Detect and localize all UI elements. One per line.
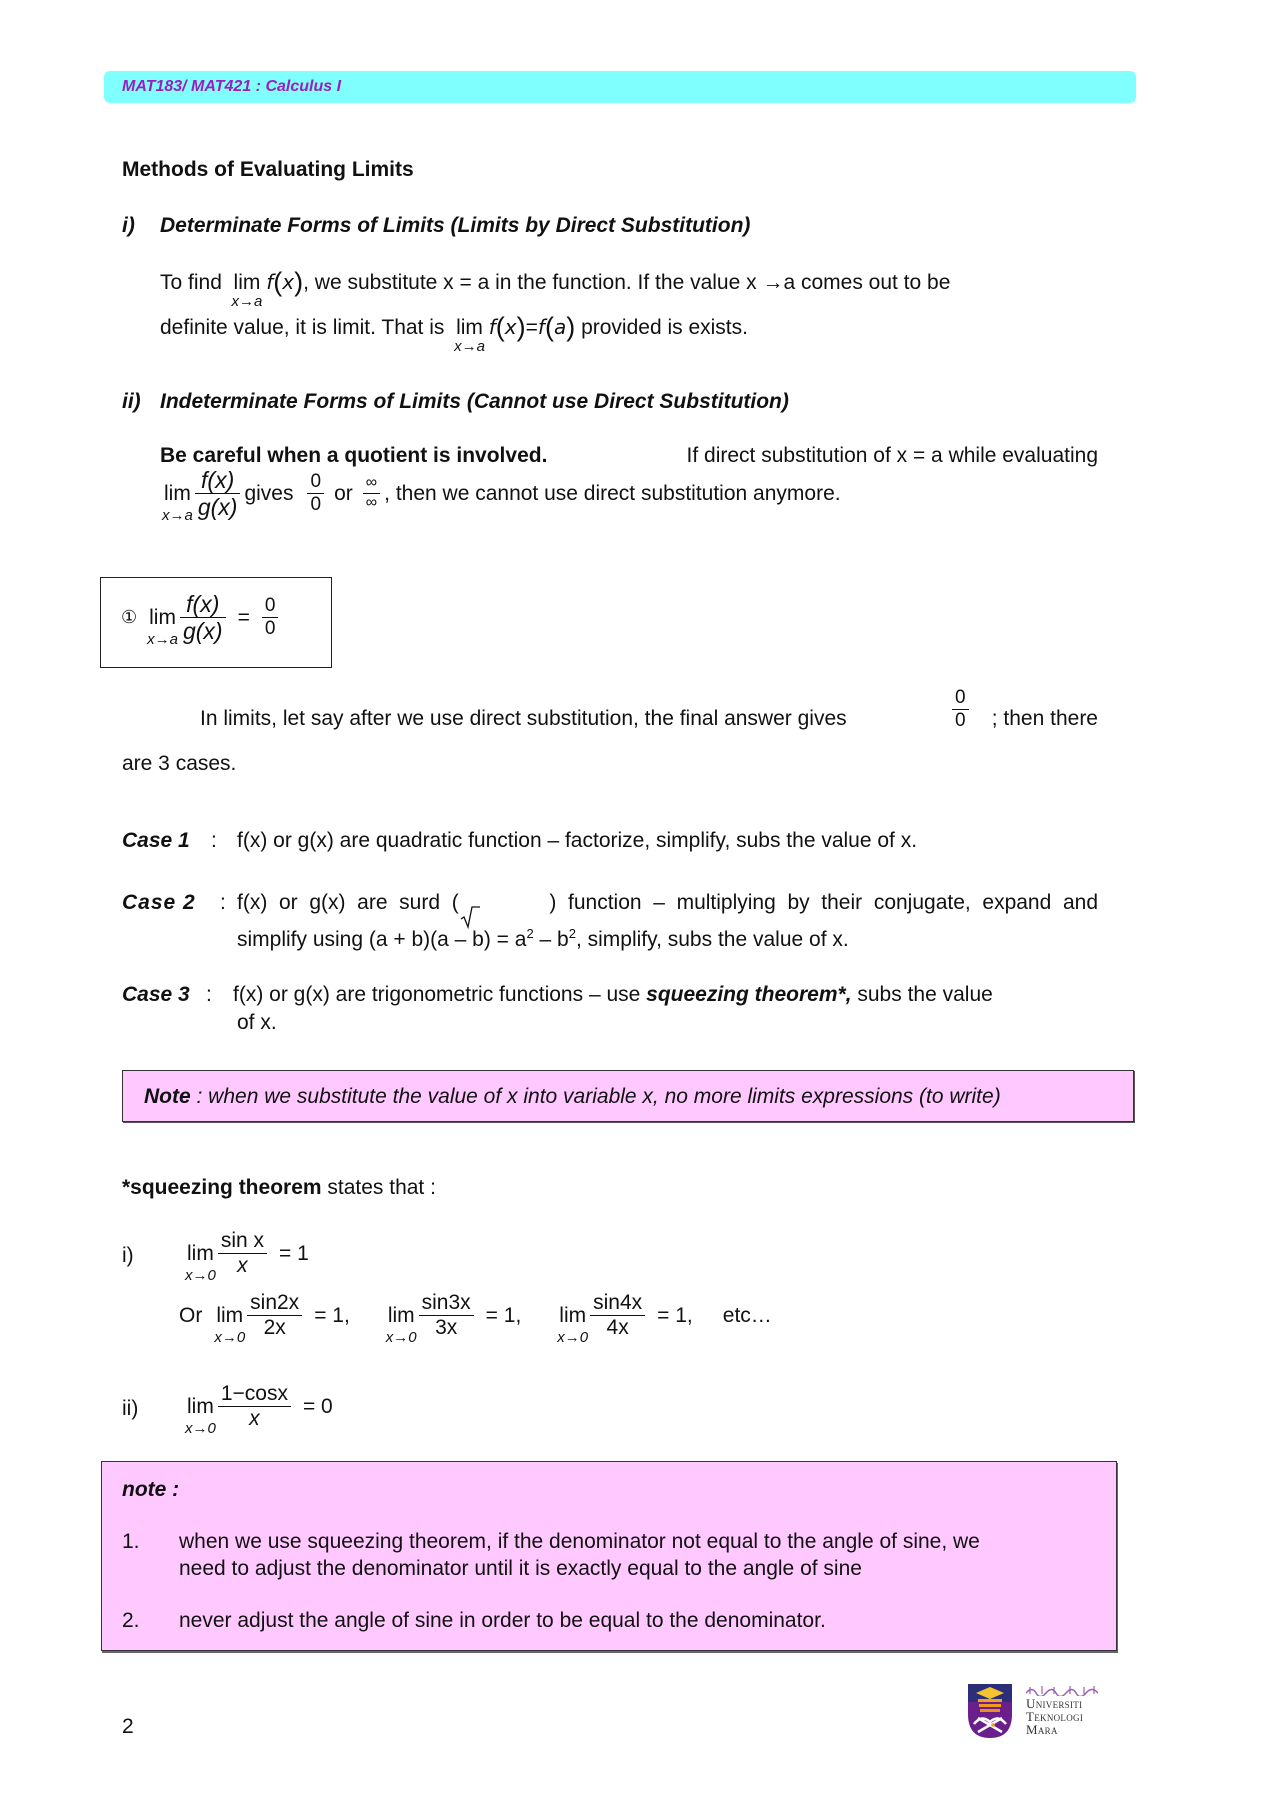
denominator: g(x) bbox=[182, 618, 223, 645]
note-item-1-line-1: when we use squeezing theorem, if the denominator not equal to the angle of sine, we bbox=[179, 1530, 980, 1553]
text: , simplify, subs the value of x. bbox=[575, 928, 849, 951]
note-box bbox=[122, 1070, 1134, 1122]
gives-text: gives bbox=[244, 481, 294, 505]
indeterminate-zero-over-zero-box bbox=[100, 577, 332, 668]
section-1-heading: Determinate Forms of Limits (Limits by Direct Substitution) bbox=[160, 214, 751, 237]
lim-operator bbox=[231, 271, 263, 310]
case-3-colon: : bbox=[206, 983, 212, 1006]
lim-operator bbox=[147, 605, 178, 648]
denominator: 3x bbox=[435, 1316, 458, 1340]
paren: ( bbox=[495, 312, 505, 342]
note-label: note : bbox=[122, 1478, 180, 1501]
numerator: sin x bbox=[220, 1229, 265, 1252]
note-item-1-line-2: need to adjust the denominator until it is exactly equal to the angle of sine bbox=[179, 1557, 862, 1580]
variable-x: x bbox=[282, 270, 295, 294]
denominator: 0 bbox=[264, 618, 276, 640]
lim-subscript: x→a bbox=[454, 338, 485, 355]
squeezing-theorem-emphasis: squeezing theorem*, bbox=[646, 983, 852, 1006]
lim-operator bbox=[385, 1303, 417, 1346]
section-1-number: i) bbox=[122, 214, 135, 237]
lim-subscript: x→0 bbox=[184, 1266, 216, 1284]
fraction-sinx-x bbox=[218, 1230, 267, 1277]
text: simplify using (a + b)(a – b) = a bbox=[237, 928, 527, 951]
fraction-sin4x-4x bbox=[590, 1292, 645, 1339]
paren: ( bbox=[273, 267, 283, 297]
squeezing-note-box bbox=[101, 1461, 1117, 1651]
note-text: : when we substitute the value of x into variable x, no more limits expressions (to write) bbox=[190, 1085, 1001, 1108]
text: provided is exists. bbox=[581, 316, 748, 339]
course-title: MAT183/ MAT421 : Calculus I bbox=[122, 78, 342, 95]
squeezing-theorem-intro bbox=[122, 1177, 436, 1198]
text: – b bbox=[533, 928, 569, 951]
page-number: 2 bbox=[122, 1715, 134, 1738]
numerator: 0 bbox=[955, 687, 966, 708]
fraction-sin3x-3x bbox=[419, 1292, 474, 1339]
lim-operator bbox=[184, 1241, 216, 1284]
numerator: 0 bbox=[310, 471, 322, 493]
section-2-line-1 bbox=[160, 445, 1098, 466]
numerator: f(x) bbox=[186, 591, 220, 617]
fraction-1-cosx-x bbox=[218, 1383, 291, 1430]
circled-one-marker: ① bbox=[121, 607, 138, 629]
lim-subscript: x→0 bbox=[214, 1328, 246, 1346]
denominator: 0 bbox=[955, 709, 966, 731]
lim-subscript: x→a bbox=[147, 630, 178, 648]
logo-word: Universiti bbox=[1026, 1696, 1083, 1711]
logo-word: Teknologi bbox=[1026, 1709, 1084, 1724]
case-2-line-1 bbox=[237, 892, 1098, 913]
denominator: g(x) bbox=[197, 494, 238, 521]
text: subs the value bbox=[851, 983, 993, 1006]
numerator: 1−cosx bbox=[220, 1382, 288, 1405]
text: f(x) or g(x) are trigonometric functions – use bbox=[233, 983, 647, 1006]
logo-word: Mara bbox=[1026, 1722, 1058, 1737]
lim-operator bbox=[161, 481, 193, 524]
section-1-line-2 bbox=[160, 312, 748, 355]
lim-word: lim bbox=[456, 316, 483, 339]
fraction-sin2x-2x bbox=[247, 1292, 302, 1339]
denominator: 2x bbox=[263, 1316, 286, 1340]
function-f: f bbox=[488, 315, 496, 339]
note-item-1-number: 1. bbox=[122, 1530, 140, 1553]
superscript: 2 bbox=[526, 926, 534, 941]
case-2-line-2 bbox=[237, 927, 849, 950]
rhs: = 1, bbox=[485, 1303, 522, 1327]
lim-subscript: x→0 bbox=[184, 1419, 216, 1437]
lim-subscript: x→a bbox=[161, 506, 193, 524]
case-2-label: Case 2 bbox=[122, 891, 196, 914]
denominator: 0 bbox=[310, 494, 322, 516]
fraction-fx-gx bbox=[180, 592, 226, 643]
squeeze-item-2-number: ii) bbox=[122, 1397, 139, 1420]
lim-word: lim bbox=[164, 481, 191, 505]
or-text: Or bbox=[179, 1303, 203, 1327]
note-label: Note bbox=[144, 1085, 191, 1108]
box-formula bbox=[121, 591, 282, 648]
lim-operator bbox=[184, 1394, 216, 1437]
fraction-zero-zero bbox=[307, 472, 324, 515]
course-header-bar bbox=[104, 71, 1136, 103]
case-1-label: Case 1 bbox=[122, 829, 190, 852]
paren: ) bbox=[516, 312, 526, 342]
fraction-zero-zero bbox=[262, 596, 279, 639]
note-item-2-line-1: never adjust the angle of sine in order to be equal to the denominator. bbox=[179, 1609, 826, 1632]
lim-word: lim bbox=[559, 1303, 587, 1327]
lim-word: lim bbox=[216, 1303, 244, 1327]
denominator: x bbox=[237, 1254, 248, 1278]
bold-text: *squeezing theorem bbox=[122, 1176, 322, 1199]
denominator: x bbox=[249, 1407, 260, 1431]
crest-icon bbox=[968, 1684, 1012, 1738]
function-f: f bbox=[537, 315, 545, 339]
rhs: = 1, bbox=[657, 1303, 693, 1327]
text: ) function – multiplying by their conjugate, expand and bbox=[549, 891, 1098, 914]
university-name bbox=[1026, 1697, 1083, 1736]
numerator: 0 bbox=[264, 595, 276, 617]
uitm-logo bbox=[968, 1683, 1100, 1745]
squeeze-item-2-formula bbox=[184, 1382, 333, 1437]
case-3-line-1 bbox=[233, 984, 1098, 1005]
squeeze-item-1-formula bbox=[184, 1229, 309, 1284]
fraction-zero-zero bbox=[952, 688, 969, 731]
rhs: = 1 bbox=[279, 1241, 309, 1265]
rhs: = 1, bbox=[314, 1303, 350, 1327]
fraction-inf-inf bbox=[363, 475, 380, 512]
case-3-label: Case 3 bbox=[122, 983, 190, 1006]
text: f(x) or g(x) are surd ( bbox=[237, 891, 459, 914]
lim-word: lim bbox=[187, 1241, 214, 1265]
section-2-line-2 bbox=[161, 467, 841, 524]
lim-word: lim bbox=[187, 1394, 214, 1418]
lim-operator bbox=[454, 316, 485, 355]
page-title: Methods of Evaluating Limits bbox=[122, 158, 414, 181]
numerator: sin3x bbox=[421, 1291, 471, 1314]
text: , then we cannot use direct substitution anymore. bbox=[384, 481, 841, 505]
text: , we substitute x = a in the function. If the value x →a comes out to be bbox=[303, 271, 951, 294]
case-2-colon: : bbox=[220, 891, 226, 914]
section-2-heading: Indeterminate Forms of Limits (Cannot use Direct Substitution) bbox=[160, 390, 789, 413]
equals: = bbox=[525, 316, 538, 339]
equals: = bbox=[237, 605, 250, 629]
numerator: sin4x bbox=[593, 1291, 643, 1314]
lim-operator bbox=[214, 1303, 246, 1346]
superscript: 2 bbox=[568, 926, 576, 941]
rhs: = 0 bbox=[302, 1394, 333, 1418]
squeeze-item-1-variants bbox=[179, 1291, 772, 1346]
text: states that : bbox=[321, 1176, 436, 1199]
section-2-number: ii) bbox=[122, 390, 141, 413]
note-content bbox=[144, 1086, 1001, 1107]
text: If direct substitution of x = a while evaluating bbox=[686, 444, 1098, 467]
case-3-line-2: of x. bbox=[237, 1011, 277, 1034]
lim-operator bbox=[557, 1303, 589, 1346]
lim-word: lim bbox=[233, 271, 261, 294]
arabic-script-logotype bbox=[1026, 1684, 1098, 1696]
text: definite value, it is limit. That is bbox=[160, 316, 445, 339]
lim-subscript: x→a bbox=[231, 293, 263, 310]
lim-subscript: x→0 bbox=[557, 1328, 589, 1346]
paren: ) bbox=[294, 267, 304, 297]
text: To find bbox=[160, 271, 222, 294]
variable-x: x bbox=[504, 315, 517, 339]
paren: ) bbox=[566, 312, 576, 342]
numerator: sin2x bbox=[250, 1291, 300, 1314]
case-1-colon: : bbox=[211, 829, 217, 852]
or-text: or bbox=[334, 481, 353, 505]
intro-line-1 bbox=[200, 688, 1098, 738]
lim-word: lim bbox=[387, 1303, 415, 1327]
function-f: f bbox=[266, 270, 274, 294]
paren: ( bbox=[544, 312, 554, 342]
etc-text: etc… bbox=[722, 1303, 772, 1327]
lim-word: lim bbox=[149, 605, 176, 629]
variable-a: a bbox=[553, 315, 567, 339]
fraction-fx-gx bbox=[195, 468, 241, 519]
section-1-line-1 bbox=[160, 267, 951, 310]
lim-subscript: x→0 bbox=[385, 1328, 417, 1346]
note-item-2-number: 2. bbox=[122, 1609, 140, 1632]
bold-lead: Be careful when a quotient is involved. bbox=[160, 444, 548, 467]
text: ; then there bbox=[991, 707, 1098, 730]
squeeze-item-1-number: i) bbox=[122, 1244, 134, 1267]
numerator: f(x) bbox=[201, 467, 235, 493]
case-1-text: f(x) or g(x) are quadratic function – factorize, simplify, subs the value of x. bbox=[237, 829, 918, 852]
denominator: 4x bbox=[606, 1316, 629, 1340]
numerator: ∞ bbox=[365, 474, 378, 492]
intro-line-2: are 3 cases. bbox=[122, 752, 237, 775]
denominator: ∞ bbox=[365, 494, 378, 512]
text: In limits, let say after we use direct substitution, the final answer gives bbox=[200, 707, 847, 730]
